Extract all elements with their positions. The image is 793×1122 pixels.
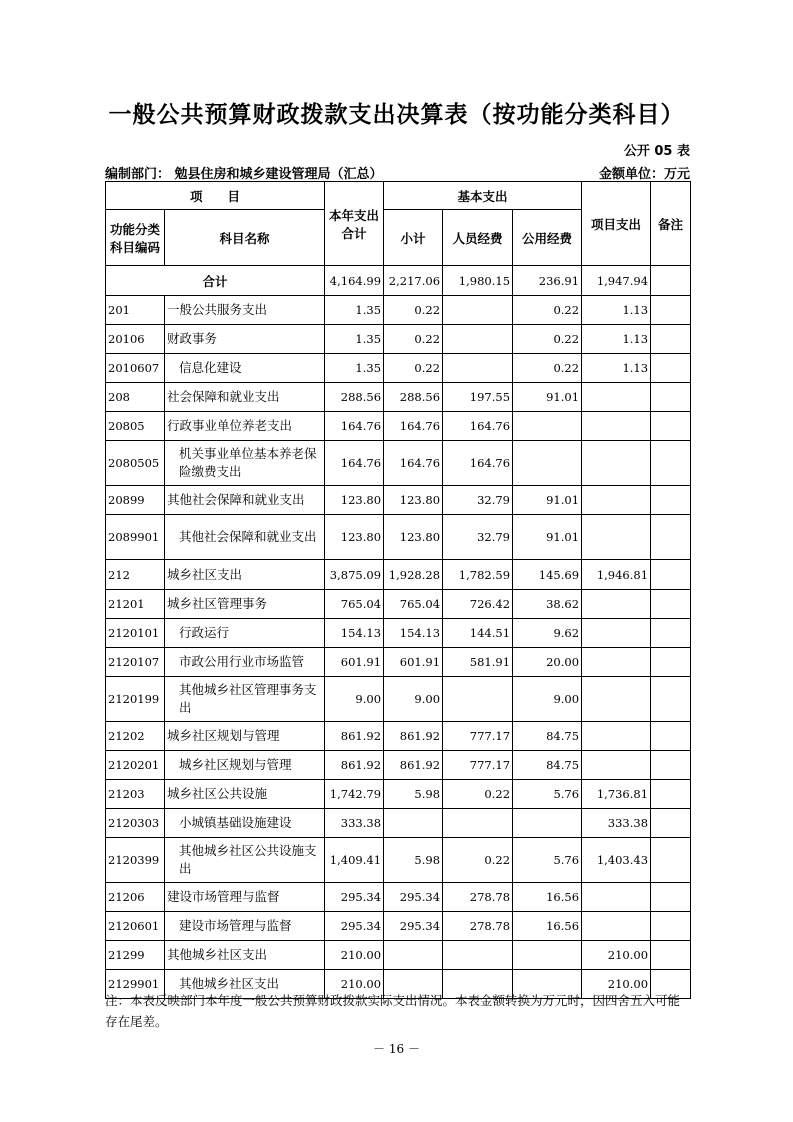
row-remark — [651, 296, 691, 325]
row-code: 2120201 — [106, 751, 165, 780]
row-annual-total: 123.80 — [325, 515, 384, 560]
total-remark — [651, 266, 691, 296]
row-subtotal: 601.91 — [384, 648, 443, 677]
row-personnel — [443, 354, 513, 383]
row-subtotal: 5.98 — [384, 780, 443, 809]
row-code: 21206 — [106, 883, 165, 912]
row-public: 38.62 — [513, 590, 582, 619]
row-subtotal: 765.04 — [384, 590, 443, 619]
row-remark — [651, 809, 691, 838]
total-subtotal: 2,217.06 — [384, 266, 443, 296]
row-project: 1,946.81 — [582, 560, 651, 590]
row-remark — [651, 515, 691, 560]
expenditure-table — [105, 181, 691, 999]
header-personnel: 人员经费 — [443, 210, 513, 266]
footnote: 注：本表反映部门本年度一般公共预算财政拨款实际支出情况。本表金额转换为万元时，因四舍五入可能存在尾差。 — [105, 993, 681, 1029]
row-project: 210.00 — [582, 970, 651, 999]
table-row — [106, 383, 691, 412]
row-annual-total: 164.76 — [325, 441, 384, 486]
row-code: 21203 — [106, 780, 165, 809]
table-row — [106, 412, 691, 441]
row-annual-total: 333.38 — [325, 809, 384, 838]
table-row — [106, 296, 691, 325]
row-annual-total: 1.35 — [325, 296, 384, 325]
row-remark — [651, 883, 691, 912]
row-annual-total: 210.00 — [325, 941, 384, 970]
row-name: 其他社会保障和就业支出 — [165, 515, 325, 560]
row-code: 2010607 — [106, 354, 165, 383]
row-code: 2080505 — [106, 441, 165, 486]
row-subtotal: 861.92 — [384, 751, 443, 780]
row-annual-total: 765.04 — [325, 590, 384, 619]
department-label: 编制部门： 勉县住房和城乡建设管理局（汇总） — [105, 167, 383, 182]
row-code: 20899 — [106, 486, 165, 515]
row-personnel — [443, 941, 513, 970]
row-subtotal: 164.76 — [384, 412, 443, 441]
row-personnel: 0.22 — [443, 780, 513, 809]
row-code: 2120601 — [106, 912, 165, 941]
row-subtotal: 1,928.28 — [384, 560, 443, 590]
row-project — [582, 883, 651, 912]
row-annual-total: 295.34 — [325, 912, 384, 941]
row-annual-total: 1.35 — [325, 354, 384, 383]
header-basic: 基本支出 — [384, 182, 582, 210]
row-remark — [651, 838, 691, 883]
row-remark — [651, 648, 691, 677]
row-name: 其他城乡社区公共设施支出 — [165, 838, 325, 883]
row-name: 城乡社区规划与管理 — [165, 751, 325, 780]
row-code: 20805 — [106, 412, 165, 441]
row-remark — [651, 780, 691, 809]
row-project — [582, 412, 651, 441]
total-annual: 4,164.99 — [325, 266, 384, 296]
row-project — [582, 648, 651, 677]
row-subtotal: 123.80 — [384, 486, 443, 515]
row-code: 20106 — [106, 325, 165, 354]
row-annual-total: 1.35 — [325, 325, 384, 354]
row-subtotal: 154.13 — [384, 619, 443, 648]
row-subtotal: 295.34 — [384, 912, 443, 941]
table-row — [106, 912, 691, 941]
row-annual-total: 164.76 — [325, 412, 384, 441]
table-row — [106, 809, 691, 838]
row-name: 城乡社区规划与管理 — [165, 722, 325, 751]
row-personnel: 278.78 — [443, 912, 513, 941]
row-name: 其他城乡社区支出 — [165, 941, 325, 970]
row-public — [513, 809, 582, 838]
table-row — [106, 722, 691, 751]
row-annual-total: 154.13 — [325, 619, 384, 648]
row-remark — [651, 722, 691, 751]
row-name: 一般公共服务支出 — [165, 296, 325, 325]
row-project — [582, 383, 651, 412]
row-remark — [651, 354, 691, 383]
row-personnel: 777.17 — [443, 722, 513, 751]
row-personnel — [443, 296, 513, 325]
header-remark: 备注 — [651, 182, 691, 266]
row-subtotal: 0.22 — [384, 296, 443, 325]
row-code: 208 — [106, 383, 165, 412]
row-remark — [651, 912, 691, 941]
row-public: 16.56 — [513, 883, 582, 912]
row-remark — [651, 941, 691, 970]
row-personnel: 144.51 — [443, 619, 513, 648]
row-project: 333.38 — [582, 809, 651, 838]
row-remark — [651, 619, 691, 648]
row-annual-total: 3,875.09 — [325, 560, 384, 590]
row-project — [582, 722, 651, 751]
row-personnel: 0.22 — [443, 838, 513, 883]
row-public: 0.22 — [513, 296, 582, 325]
table-row — [106, 590, 691, 619]
row-annual-total: 210.00 — [325, 970, 384, 999]
row-code: 212 — [106, 560, 165, 590]
row-code: 2129901 — [106, 970, 165, 999]
table-row — [106, 883, 691, 912]
page-number: － 16 － — [373, 1042, 420, 1056]
header-code: 功能分类科目编码 — [106, 210, 165, 266]
row-project: 1.13 — [582, 354, 651, 383]
row-name: 小城镇基础设施建设 — [165, 809, 325, 838]
page-title: 一般公共预算财政拨款支出决算表（按功能分类科目） — [108, 102, 685, 128]
row-project: 1.13 — [582, 325, 651, 354]
header-name: 科目名称 — [165, 210, 325, 266]
row-project: 210.00 — [582, 941, 651, 970]
table-row — [106, 325, 691, 354]
row-name: 其他城乡社区支出 — [165, 970, 325, 999]
row-public: 145.69 — [513, 560, 582, 590]
row-code: 21202 — [106, 722, 165, 751]
row-name: 行政运行 — [165, 619, 325, 648]
row-name: 社会保障和就业支出 — [165, 383, 325, 412]
table-row — [106, 648, 691, 677]
table-row — [106, 560, 691, 590]
row-project — [582, 619, 651, 648]
row-personnel — [443, 325, 513, 354]
row-public — [513, 441, 582, 486]
table-row — [106, 515, 691, 560]
row-personnel — [443, 809, 513, 838]
row-project — [582, 515, 651, 560]
table-row — [106, 751, 691, 780]
header-item: 项 目 — [106, 182, 325, 210]
row-public: 20.00 — [513, 648, 582, 677]
row-code: 2120101 — [106, 619, 165, 648]
row-project — [582, 912, 651, 941]
row-remark — [651, 383, 691, 412]
row-name: 信息化建设 — [165, 354, 325, 383]
table-row — [106, 619, 691, 648]
row-project — [582, 590, 651, 619]
row-code: 2120107 — [106, 648, 165, 677]
row-project — [582, 486, 651, 515]
row-subtotal — [384, 941, 443, 970]
row-project: 1,403.43 — [582, 838, 651, 883]
row-public: 91.01 — [513, 383, 582, 412]
table-row — [106, 354, 691, 383]
row-subtotal: 123.80 — [384, 515, 443, 560]
row-code: 2120399 — [106, 838, 165, 883]
row-annual-total: 1,742.79 — [325, 780, 384, 809]
form-number: 公开 05 表 — [623, 144, 690, 159]
row-personnel: 197.55 — [443, 383, 513, 412]
row-annual-total: 601.91 — [325, 648, 384, 677]
row-subtotal: 861.92 — [384, 722, 443, 751]
row-public: 9.62 — [513, 619, 582, 648]
row-public: 0.22 — [513, 325, 582, 354]
row-public: 5.76 — [513, 838, 582, 883]
total-public: 236.91 — [513, 266, 582, 296]
row-personnel: 581.91 — [443, 648, 513, 677]
row-name: 行政事业单位养老支出 — [165, 412, 325, 441]
row-subtotal: 288.56 — [384, 383, 443, 412]
row-personnel: 777.17 — [443, 751, 513, 780]
row-personnel: 1,782.59 — [443, 560, 513, 590]
row-project — [582, 441, 651, 486]
row-project — [582, 751, 651, 780]
row-personnel: 32.79 — [443, 515, 513, 560]
row-name: 城乡社区公共设施 — [165, 780, 325, 809]
row-personnel — [443, 677, 513, 722]
row-name: 其他社会保障和就业支出 — [165, 486, 325, 515]
row-personnel: 32.79 — [443, 486, 513, 515]
row-annual-total: 861.92 — [325, 751, 384, 780]
total-personnel: 1,980.15 — [443, 266, 513, 296]
table-row — [106, 941, 691, 970]
row-subtotal: 5.98 — [384, 838, 443, 883]
row-personnel: 726.42 — [443, 590, 513, 619]
row-remark — [651, 325, 691, 354]
row-public — [513, 941, 582, 970]
row-remark — [651, 486, 691, 515]
row-public: 0.22 — [513, 354, 582, 383]
row-public: 16.56 — [513, 912, 582, 941]
row-code: 21201 — [106, 590, 165, 619]
row-code: 21299 — [106, 941, 165, 970]
row-remark — [651, 590, 691, 619]
row-code: 2089901 — [106, 515, 165, 560]
row-subtotal: 164.76 — [384, 441, 443, 486]
total-project: 1,947.94 — [582, 266, 651, 296]
row-subtotal: 0.22 — [384, 325, 443, 354]
header-subtotal: 小计 — [384, 210, 443, 266]
row-remark — [651, 751, 691, 780]
row-project: 1,736.81 — [582, 780, 651, 809]
table-row — [106, 486, 691, 515]
total-label: 合计 — [106, 266, 325, 296]
row-subtotal: 9.00 — [384, 677, 443, 722]
row-name: 建设市场管理与监督 — [165, 883, 325, 912]
row-remark — [651, 441, 691, 486]
row-remark — [651, 677, 691, 722]
row-remark — [651, 560, 691, 590]
row-personnel: 164.76 — [443, 412, 513, 441]
total-row — [106, 266, 691, 296]
row-public: 91.01 — [513, 515, 582, 560]
row-name: 机关事业单位基本养老保险缴费支出 — [165, 441, 325, 486]
row-subtotal — [384, 809, 443, 838]
row-annual-total: 1,409.41 — [325, 838, 384, 883]
row-name: 其他城乡社区管理事务支出 — [165, 677, 325, 722]
row-code: 201 — [106, 296, 165, 325]
row-annual-total: 123.80 — [325, 486, 384, 515]
header-annual-total: 本年支出合计 — [325, 182, 384, 266]
row-name: 财政事务 — [165, 325, 325, 354]
row-public: 5.76 — [513, 780, 582, 809]
row-subtotal: 0.22 — [384, 354, 443, 383]
row-project: 1.13 — [582, 296, 651, 325]
header-public: 公用经费 — [513, 210, 582, 266]
row-code: 2120303 — [106, 809, 165, 838]
row-public: 84.75 — [513, 751, 582, 780]
row-name: 城乡社区支出 — [165, 560, 325, 590]
row-remark — [651, 412, 691, 441]
table-row — [106, 677, 691, 722]
row-public: 84.75 — [513, 722, 582, 751]
row-annual-total: 288.56 — [325, 383, 384, 412]
row-name: 建设市场管理与监督 — [165, 912, 325, 941]
row-personnel: 164.76 — [443, 441, 513, 486]
row-project — [582, 677, 651, 722]
row-subtotal: 295.34 — [384, 883, 443, 912]
row-name: 城乡社区管理事务 — [165, 590, 325, 619]
amount-unit-label: 金额单位：万元 — [598, 167, 690, 182]
table-row — [106, 780, 691, 809]
row-public: 91.01 — [513, 486, 582, 515]
table-row — [106, 838, 691, 883]
table-row — [106, 441, 691, 486]
row-annual-total: 295.34 — [325, 883, 384, 912]
row-annual-total: 9.00 — [325, 677, 384, 722]
row-public: 9.00 — [513, 677, 582, 722]
row-name: 市政公用行业市场监管 — [165, 648, 325, 677]
row-code: 2120199 — [106, 677, 165, 722]
row-personnel: 278.78 — [443, 883, 513, 912]
row-public — [513, 412, 582, 441]
row-annual-total: 861.92 — [325, 722, 384, 751]
header-project: 项目支出 — [582, 182, 651, 266]
